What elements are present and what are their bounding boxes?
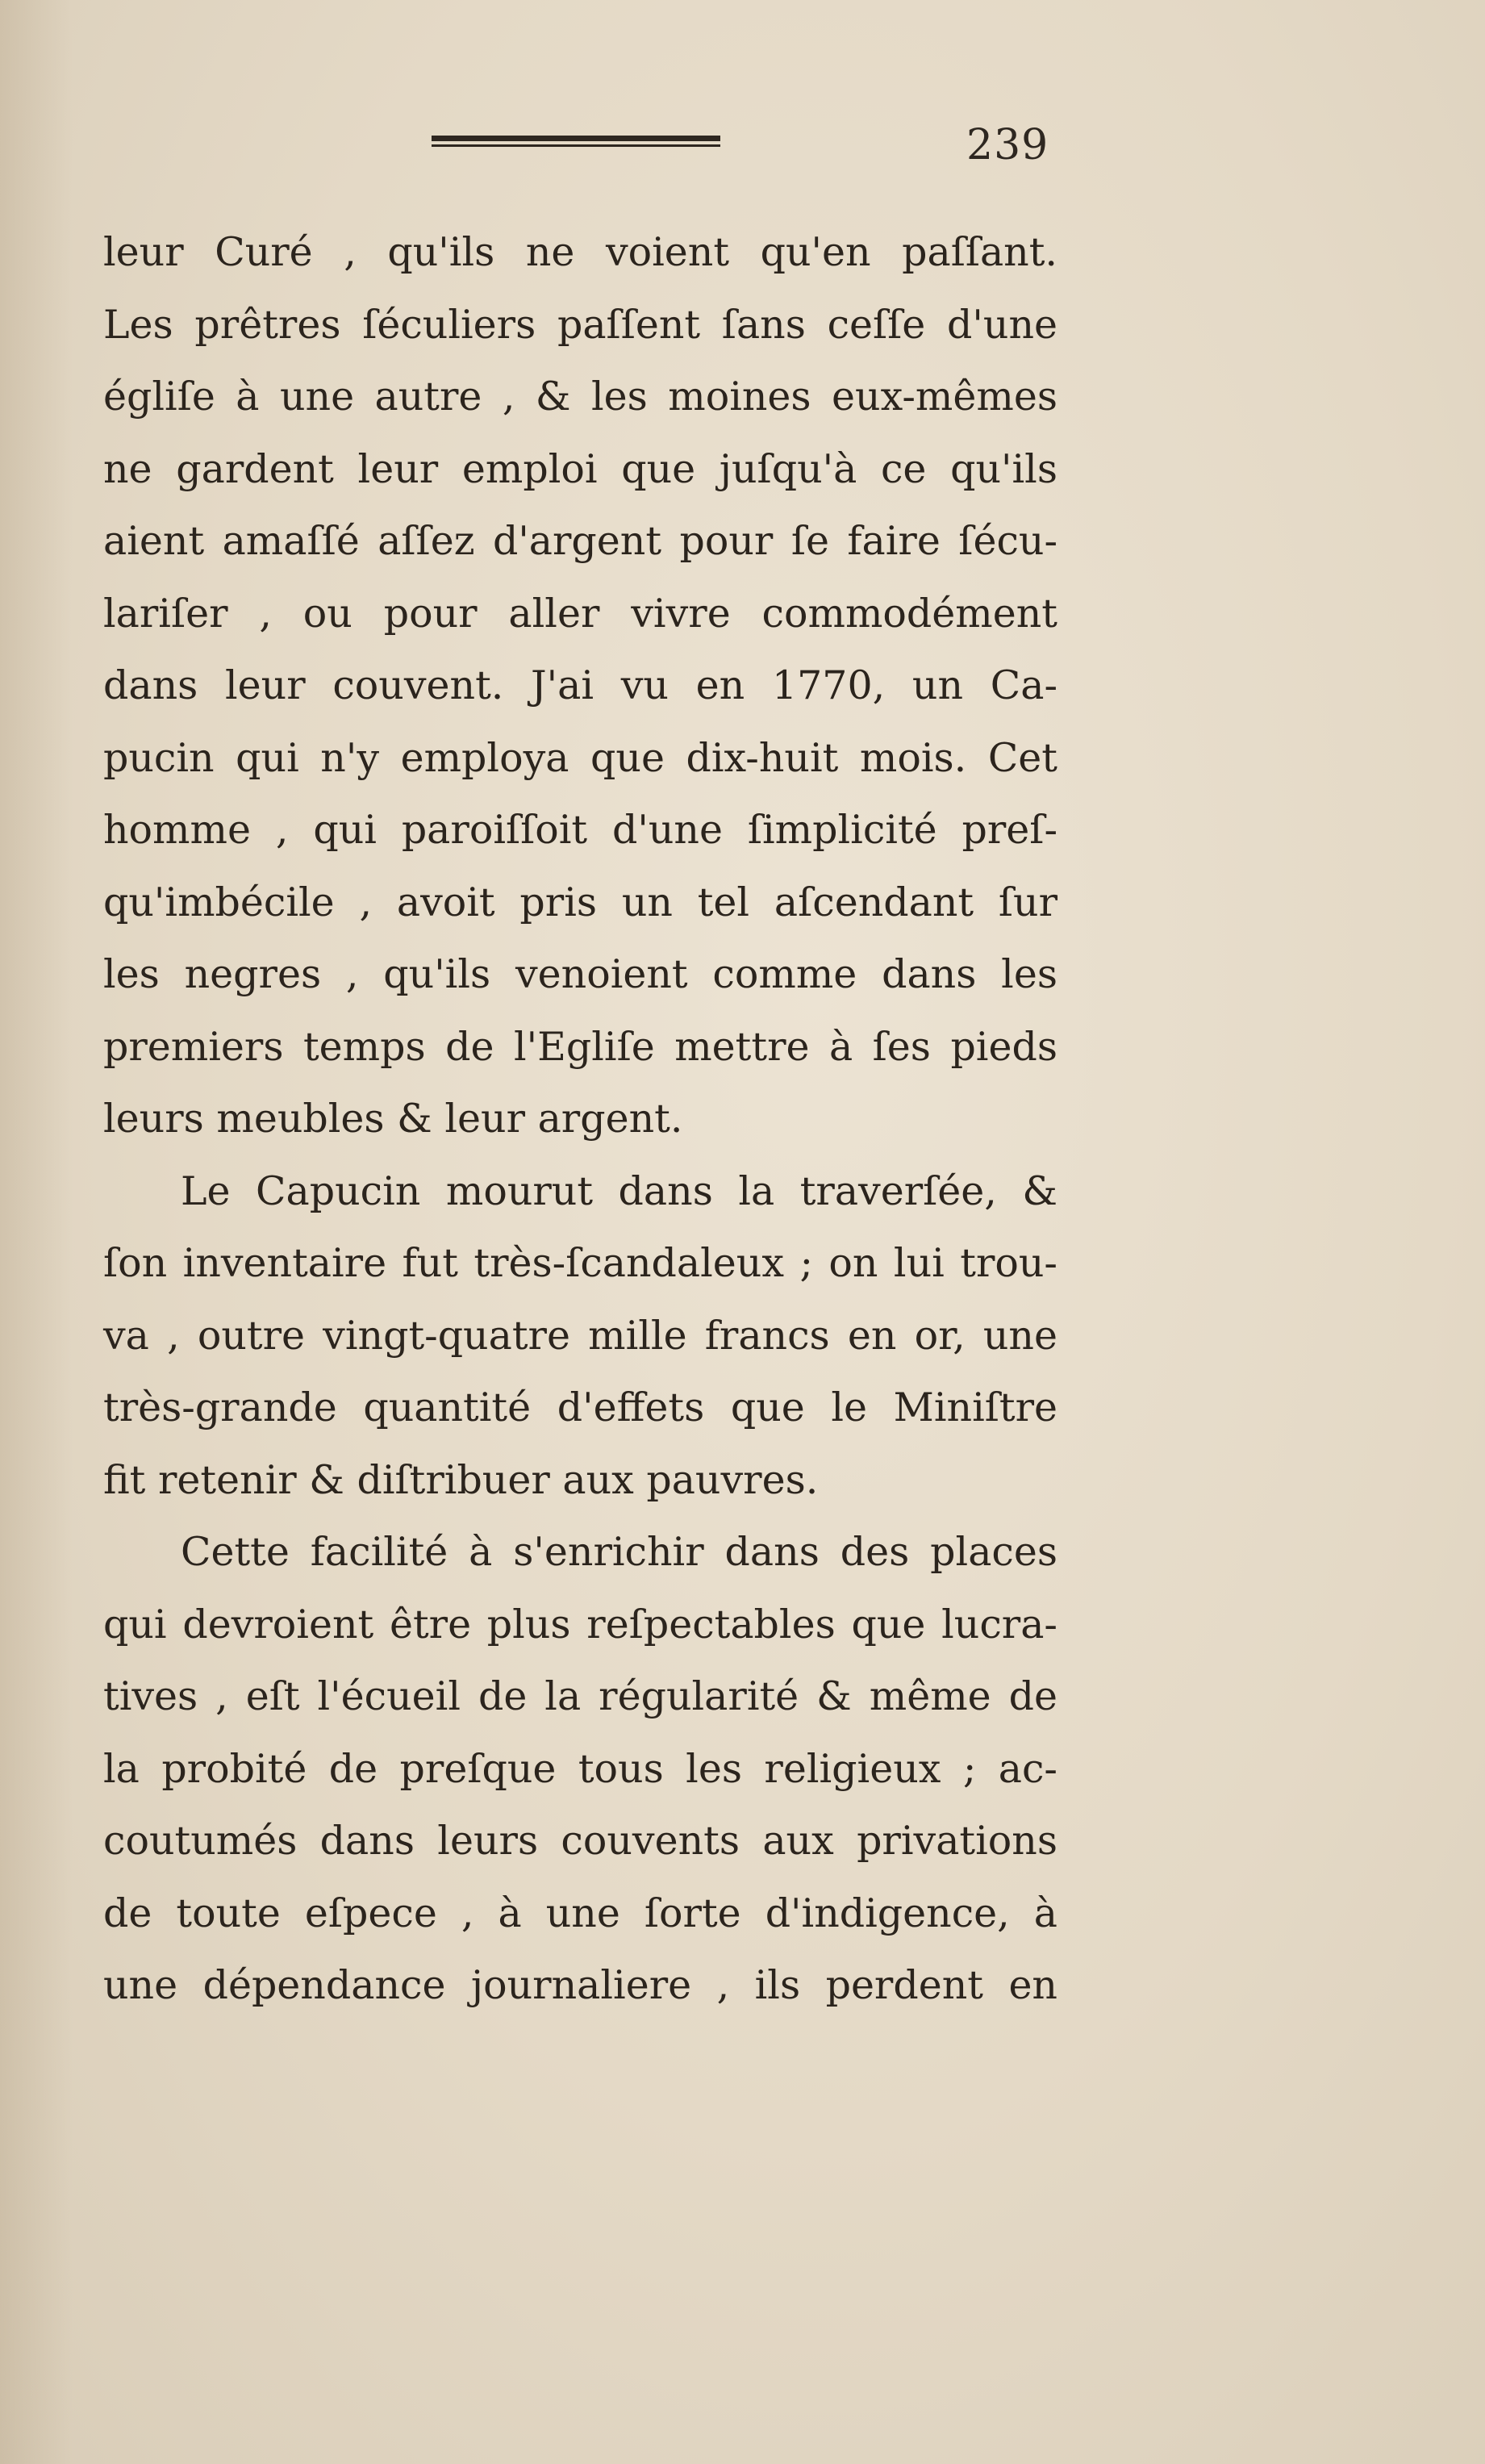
text-line: qu'imbécile , avoit pris un tel aſcendant ſur (103, 879, 1057, 925)
text-line: une dépendance journaliere , ils perdent en (103, 1962, 1057, 2008)
body-text (103, 216, 1057, 2022)
text-line: dans leur couvent. J'ai vu en 1770, un Ca- (103, 662, 1057, 708)
text-line: de toute eſpece , à une ſorte d'indigence, à (103, 1890, 1057, 1936)
text-line: homme , qui paroiſſoit d'une ſimplicité preſ- (103, 807, 1057, 853)
text-line: pucin qui n'y employa que dix-huit mois. Cet (103, 734, 1057, 781)
text-line: lariſer , ou pour aller vivre commodément (103, 590, 1057, 637)
text-line: Le Capucin mourut dans la traverſée, & (181, 1167, 1057, 1214)
text-line: va , outre vingt-quatre mille francs en or, une (103, 1312, 1057, 1359)
text-line: fit retenir & diſtribuer aux pauvres. (103, 1456, 819, 1503)
text-line: Les prêtres ſéculiers paſſent ſans ceſſe d'une (103, 301, 1057, 348)
text-line: premiers temps de l'Egliſe mettre à ſes pieds (103, 1023, 1057, 1070)
text-line: coutumés dans leurs couvents aux privations (103, 1818, 1057, 1864)
text-line: aient amaſſé aſſez d'argent pour ſe faire ſécu- (103, 518, 1057, 564)
text-line: Cette facilité à s'enrichir dans des places (181, 1529, 1057, 1575)
text-line: très-grande quantité d'effets que le Miniſtre (103, 1384, 1057, 1430)
text-line: qui devroient être plus reſpectables que lucra- (103, 1601, 1057, 1648)
text-line: ne gardent leur emploi que juſqu'à ce qu'ils (103, 445, 1057, 492)
text-line: égliſe à une autre , & les moines eux-mêmes (103, 374, 1057, 420)
page-number: 239 (966, 121, 1049, 169)
text-line: leur Curé , qu'ils ne voient qu'en paſſant. (103, 229, 1057, 275)
text-line: leurs meubles & leur argent. (103, 1096, 683, 1142)
text-line: les negres , qu'ils venoient comme dans les (103, 951, 1057, 997)
text-line: tives , eſt l'écueil de la régularité & même de (103, 1673, 1057, 1719)
header-rule (432, 136, 720, 147)
text-line: ſon inventaire fut très-ſcandaleux ; on lui trou- (103, 1240, 1057, 1286)
text-line: la probité de preſque tous les religieux ; ac- (103, 1745, 1057, 1792)
